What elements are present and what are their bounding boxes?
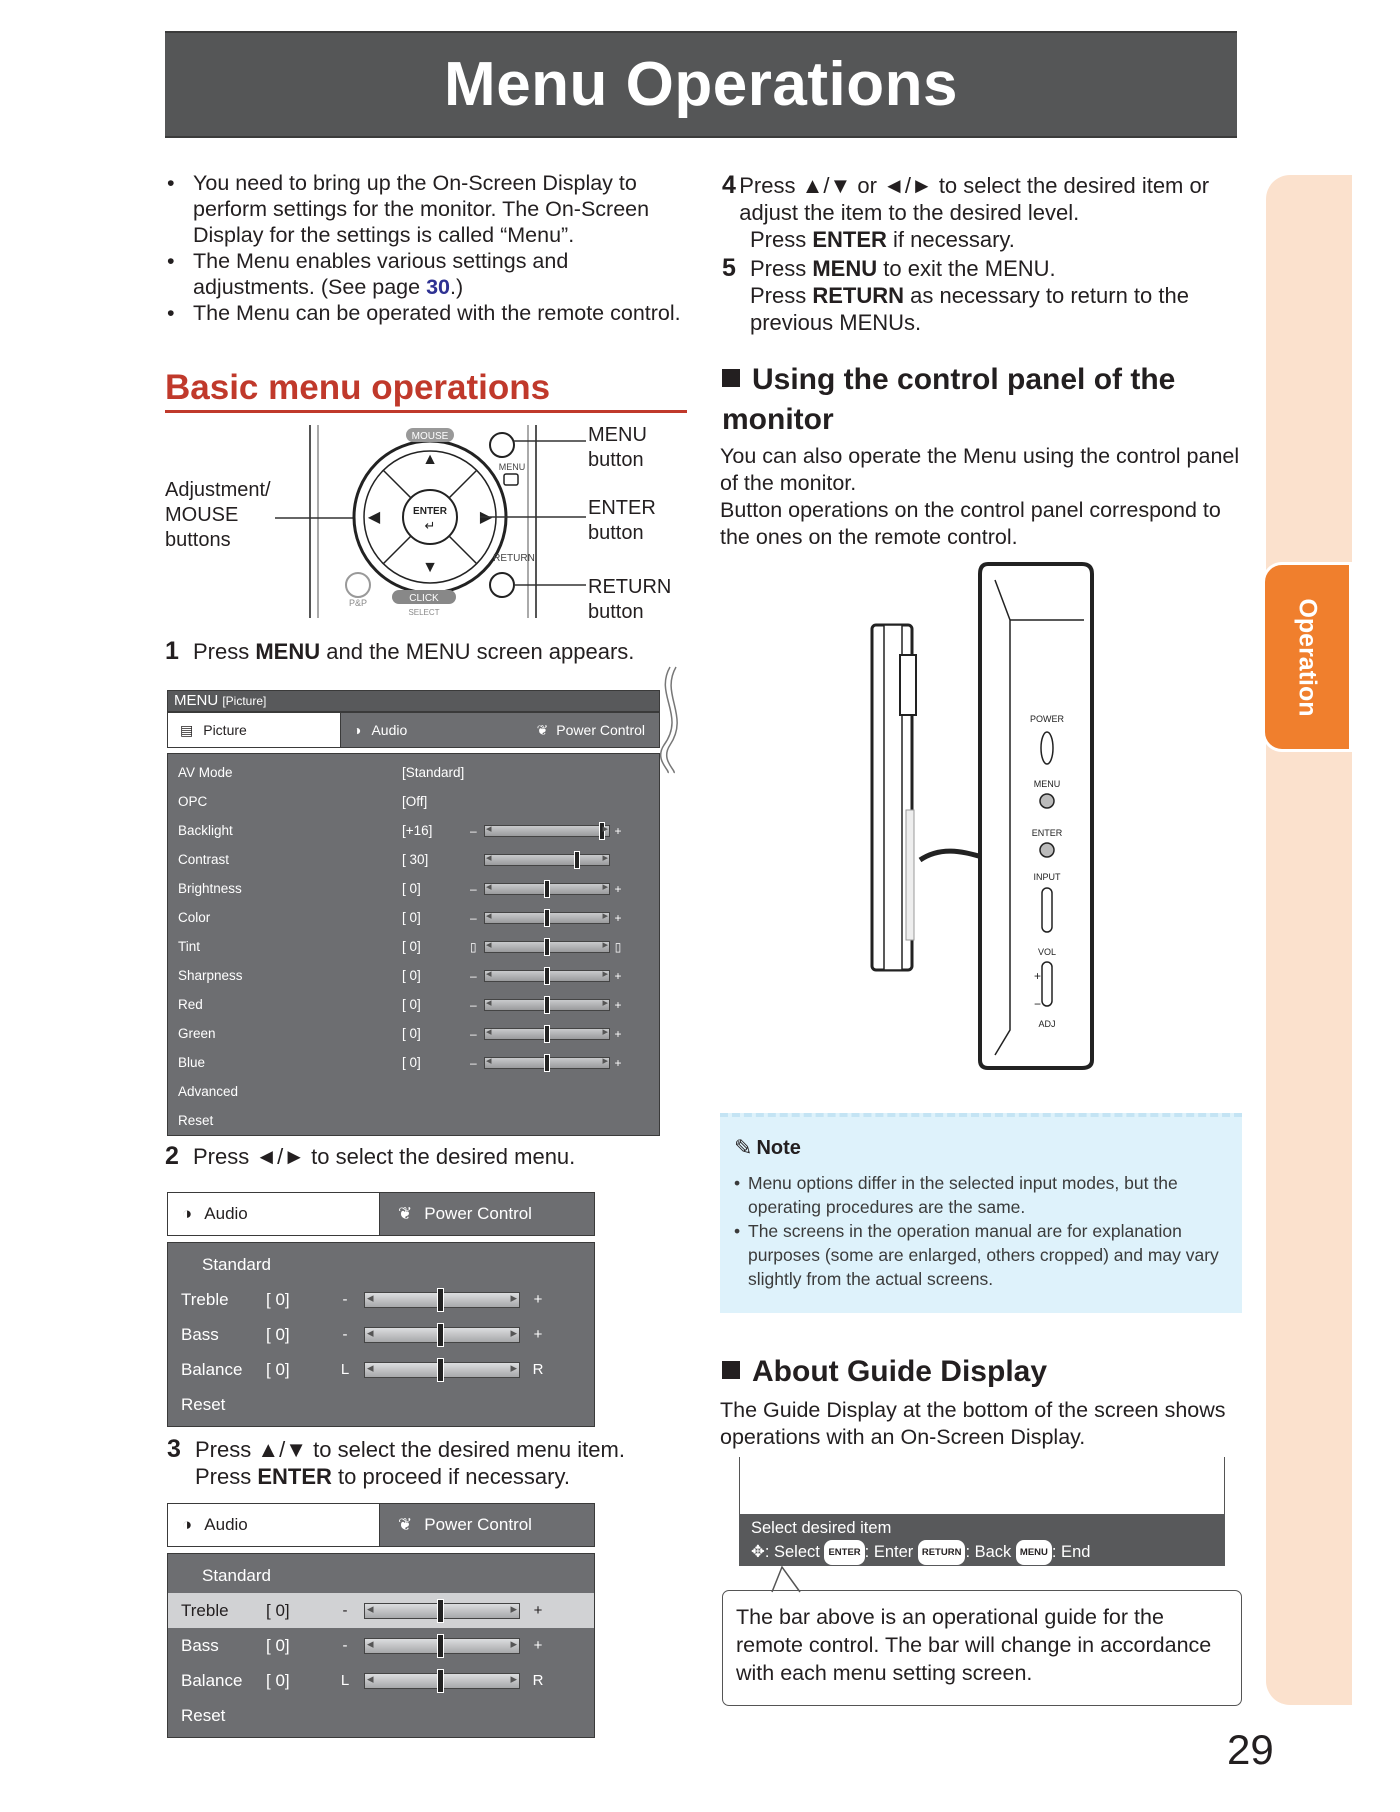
- power-label: POWER: [1029, 714, 1065, 724]
- menu-slider[interactable]: [484, 941, 610, 953]
- slider-max-label: +: [614, 1026, 622, 1041]
- menu-title: [167, 690, 660, 712]
- audio-row-value: [ 0]: [266, 1324, 290, 1344]
- audio-menu-screen: [167, 1192, 595, 1427]
- callout-pointer: [770, 1565, 810, 1593]
- guide-end: : End: [1051, 1543, 1091, 1561]
- audio-row[interactable]: [168, 1593, 594, 1628]
- menu-row-label: Color: [178, 910, 211, 925]
- guide-back: : Back: [965, 1543, 1012, 1561]
- audio-reset-label: Reset: [181, 1394, 226, 1414]
- slider-max-label: R: [532, 1361, 544, 1378]
- pp-button[interactable]: [346, 573, 370, 597]
- svg-text:−: −: [1034, 997, 1042, 1011]
- audio-row-value: [ 0]: [266, 1670, 290, 1690]
- menu-row-value: [+16]: [402, 823, 433, 838]
- page-title-bar: [165, 31, 1237, 138]
- slider-knob[interactable]: [599, 822, 605, 840]
- step-4: [722, 172, 1242, 253]
- step-1: [165, 638, 685, 665]
- menu-key-badge: MENU: [1016, 1540, 1052, 1565]
- audio-row-value: [ 0]: [266, 1289, 290, 1309]
- tab-label: Audio: [204, 1204, 248, 1223]
- slider-min-label: –: [470, 910, 477, 925]
- menu-row-label: Green: [178, 1026, 216, 1041]
- slider-knob[interactable]: [437, 1323, 444, 1347]
- picture-icon: ▤: [180, 721, 194, 738]
- menu-row-label: Reset: [178, 1113, 214, 1128]
- audio-row-label: Treble: [181, 1289, 229, 1309]
- step-text: if necessary.: [886, 227, 1015, 252]
- intro-bullet: • You need to bring up the On-Screen Display to perform settings for the monitor. The On-Screen Display for the settings is called “Menu”.: [165, 170, 685, 248]
- menu-row-label: Brightness: [178, 881, 242, 896]
- side-tab-strip: [1266, 175, 1352, 1705]
- left-arrow-icon[interactable]: ◀: [367, 509, 381, 526]
- slider-knob[interactable]: [574, 851, 580, 869]
- menu-tabs: [167, 712, 660, 748]
- slider-min-label: –: [470, 997, 477, 1012]
- guide-callout: The bar above is an operational guide for the remote control. The bar will change in accordance with each menu setting screen.: [722, 1590, 1242, 1706]
- power-icon: ❦: [536, 721, 549, 738]
- slider-min-label: –: [470, 823, 477, 838]
- menu-row-label: Blue: [178, 1055, 206, 1070]
- slider-max-label: +: [614, 823, 622, 838]
- adjustment-mouse-label: Adjustment/ MOUSE buttons: [165, 479, 271, 551]
- menu-row-value: [ 0]: [402, 1026, 421, 1041]
- step-keyword: MENU: [812, 256, 878, 281]
- slider-min-label: –: [470, 968, 477, 983]
- tab-label: Picture: [203, 722, 247, 738]
- section-heading-control-panel: [722, 360, 1242, 440]
- menu-slider[interactable]: [484, 970, 610, 982]
- menu-slider[interactable]: [484, 825, 610, 837]
- slider-min-label: –: [470, 1026, 477, 1041]
- slider-min-label: -: [342, 1291, 348, 1308]
- square-bullet-icon: [722, 369, 740, 387]
- step-text: to exit the MENU.: [877, 256, 1056, 281]
- vol-panel-label: VOL: [1037, 947, 1057, 957]
- step-text: Press: [750, 283, 813, 308]
- slider-min-label: -: [342, 1637, 348, 1654]
- menu-row-value: [Standard]: [402, 765, 465, 780]
- note-title: Note: [756, 1136, 801, 1159]
- audio-slider[interactable]: [364, 1638, 520, 1654]
- slider-min-label: -: [342, 1326, 348, 1343]
- tab-audio-power[interactable]: [341, 713, 659, 747]
- step-text: Press: [193, 639, 256, 664]
- menu-row[interactable]: [168, 787, 659, 816]
- slider-max-label: +: [614, 968, 622, 983]
- step-3: [167, 1436, 687, 1490]
- slider-max-label: +: [614, 881, 622, 896]
- slider-min-label: ▯: [470, 939, 477, 954]
- step-text: to proceed if necessary.: [331, 1464, 570, 1489]
- slider-max-label: +: [614, 1055, 622, 1070]
- click-label: CLICK: [409, 593, 439, 604]
- input-rocker[interactable]: [1042, 888, 1052, 932]
- menu-row-value: [Off]: [402, 794, 428, 809]
- svg-text:+: +: [1034, 969, 1042, 983]
- audio-mode-label: Standard: [202, 1254, 271, 1274]
- note-header: [734, 1135, 1228, 1161]
- mouse-label: MOUSE: [411, 431, 449, 442]
- guide-bar-keys: [751, 1540, 1213, 1565]
- audio-menu-tabs: [167, 1192, 595, 1236]
- step-text: Press: [750, 227, 813, 252]
- menu-slider[interactable]: [484, 1028, 610, 1040]
- step-keyword: ENTER: [812, 227, 887, 252]
- slider-knob[interactable]: [437, 1634, 444, 1658]
- tab-power-control[interactable]: [380, 1193, 594, 1235]
- guide-enter: : Enter: [864, 1543, 914, 1561]
- enter-center-label: ENTER: [413, 506, 447, 517]
- slider-min-label: –: [470, 881, 477, 896]
- slider-min-label: -: [342, 1602, 348, 1619]
- audio-slider[interactable]: [364, 1292, 520, 1308]
- menu-row-value: [ 0]: [402, 968, 421, 983]
- return-key-badge: RETURN: [918, 1540, 966, 1565]
- menu-row[interactable]: [168, 990, 659, 1019]
- intro-bullets: [165, 170, 685, 326]
- intro-bullet: • The Menu can be operated with the remote control.: [165, 300, 685, 326]
- menu-row-label: Tint: [178, 939, 201, 954]
- adj-panel-label: ADJ: [1038, 1019, 1056, 1029]
- audio-row-value: [ 0]: [266, 1635, 290, 1655]
- menu-row-value: [ 0]: [402, 881, 421, 896]
- menu-slider[interactable]: [484, 883, 610, 895]
- menu-row-label: Sharpness: [178, 968, 243, 983]
- page-number: 29: [1227, 1726, 1274, 1773]
- menu-row-value: [ 0]: [402, 1055, 421, 1070]
- section-heading-guide: [722, 1352, 1242, 1392]
- audio-icon: ◑: [182, 1204, 193, 1223]
- slider-knob[interactable]: [544, 996, 550, 1014]
- enter-button-label: ENTER button: [588, 497, 656, 544]
- intro-bullet-text: The Menu enables various settings and adjustments. (See page: [193, 249, 569, 299]
- tab-audio[interactable]: [168, 1193, 380, 1235]
- menu-body: [167, 753, 660, 1136]
- audio-icon: ◑: [182, 1515, 193, 1534]
- control-panel-paragraph: You can also operate the Menu using the control panel of the monitor. Button operations on the control panel correspond to the ones on the remote control.: [720, 444, 1240, 549]
- menu-row-value: [ 0]: [402, 997, 421, 1012]
- page-title: Menu Operations: [444, 50, 958, 119]
- slider-max-label: +: [533, 1602, 543, 1619]
- menu-panel-button[interactable]: [1040, 794, 1054, 808]
- slider-knob[interactable]: [437, 1669, 444, 1693]
- crop-edge-decoration: [650, 665, 690, 775]
- step-text: Press ◄/► to select the desired menu.: [193, 1144, 576, 1169]
- audio-row-value: [ 0]: [266, 1359, 290, 1379]
- section-heading-basic: Basic menu operations: [165, 368, 687, 413]
- remote-control-illustration: [270, 420, 590, 620]
- step-number: 1: [165, 637, 179, 665]
- audio-row-value: [ 0]: [266, 1600, 290, 1620]
- down-arrow-icon[interactable]: ▼: [422, 559, 438, 576]
- menu-row[interactable]: [168, 1106, 659, 1135]
- audio-row-label: Bass: [181, 1635, 219, 1655]
- guide-display-bar: [739, 1514, 1225, 1566]
- slider-knob[interactable]: [544, 938, 550, 956]
- step-number: 4: [722, 171, 736, 199]
- tab-label: Power Control: [556, 721, 645, 738]
- step-keyword: ENTER: [257, 1464, 332, 1489]
- vol-rocker[interactable]: [1042, 962, 1052, 1006]
- slider-knob[interactable]: [437, 1288, 444, 1312]
- menu-row-value: [ 30]: [402, 852, 429, 867]
- slider-max-label: ▯: [614, 939, 622, 954]
- audio-menu-body: [167, 1242, 595, 1427]
- enter-key-badge: ENTER: [824, 1540, 864, 1565]
- audio-menu-screen-highlighted: [167, 1503, 595, 1738]
- slider-min-label: –: [470, 1055, 477, 1070]
- audio-row[interactable]: [168, 1282, 594, 1317]
- audio-row-label: Balance: [181, 1359, 243, 1379]
- menu-title-sub: [Picture]: [222, 694, 267, 708]
- menu-slider[interactable]: [484, 1057, 610, 1069]
- slider-knob[interactable]: [544, 967, 550, 985]
- enter-panel-label: ENTER: [1031, 828, 1063, 838]
- power-icon: ❦: [398, 1515, 413, 1534]
- audio-row-label: Balance: [181, 1670, 243, 1690]
- slider-min-label: L: [340, 1672, 350, 1689]
- power-button[interactable]: [1041, 732, 1053, 764]
- audio-reset-row[interactable]: [168, 1698, 594, 1733]
- tab-power-control[interactable]: [380, 1504, 594, 1546]
- audio-icon: ◑: [353, 722, 362, 738]
- page-link[interactable]: 30: [426, 275, 450, 299]
- step-2: [165, 1143, 685, 1170]
- power-icon: ❦: [398, 1204, 413, 1223]
- menu-button-label: MENU button: [588, 424, 647, 471]
- audio-row[interactable]: [168, 1352, 594, 1387]
- menu-slider[interactable]: [484, 912, 610, 924]
- slider-knob[interactable]: [437, 1599, 444, 1623]
- tab-power-control[interactable]: [537, 722, 645, 739]
- menu-row-value: [ 0]: [402, 939, 421, 954]
- note-item: • Menu options differ in the selected input modes, but the operating procedures are the same.: [734, 1171, 1228, 1219]
- menu-small-label: MENU: [498, 462, 526, 472]
- menu-row[interactable]: [168, 816, 659, 845]
- step-keyword: MENU: [255, 639, 321, 664]
- up-arrow-icon[interactable]: ▲: [422, 451, 438, 468]
- slider-min-label: L: [340, 1361, 350, 1378]
- menu-slider[interactable]: [484, 854, 610, 866]
- slider-max-label: +: [614, 997, 622, 1012]
- enter-arrow-icon: ↵: [424, 518, 436, 533]
- side-tab-label: Operation: [1293, 597, 1322, 717]
- note-item: • The screens in the operation manual are for explanation purposes (some are enlarged, others cropped) and may vary slightly from the actual screens.: [734, 1219, 1228, 1291]
- menu-panel-label: MENU: [1033, 779, 1061, 789]
- select-arrows-icon: ✥: [751, 1543, 765, 1561]
- menu-row-label: OPC: [178, 794, 208, 809]
- slider-max-label: R: [532, 1672, 544, 1689]
- audio-mode-row[interactable]: [168, 1558, 594, 1593]
- menu-row[interactable]: [168, 961, 659, 990]
- tab-picture[interactable]: [168, 713, 341, 747]
- return-button[interactable]: [490, 573, 514, 597]
- audio-slider[interactable]: [364, 1673, 520, 1689]
- step-number: 5: [722, 254, 736, 282]
- step-text: Press: [195, 1464, 258, 1489]
- slider-max-label: +: [614, 910, 622, 925]
- select-label: SELECT: [408, 608, 440, 617]
- menu-row[interactable]: [168, 932, 659, 961]
- menu-row-label: Advanced: [178, 1084, 239, 1099]
- picture-menu-screen: [167, 690, 660, 1136]
- step-5: [722, 255, 1242, 336]
- slider-knob[interactable]: [437, 1358, 444, 1382]
- input-panel-label: INPUT: [1033, 872, 1061, 882]
- audio-slider[interactable]: [364, 1327, 520, 1343]
- audio-row[interactable]: [168, 1317, 594, 1352]
- step-text: Press ▲/▼ or ◄/► to select the desired item or adjust the item to the desired level.: [739, 173, 1210, 225]
- guide-select: : Select: [764, 1543, 820, 1561]
- menu-row-label: Contrast: [178, 852, 230, 867]
- audio-menu-body: [167, 1553, 595, 1738]
- menu-row[interactable]: [168, 903, 659, 932]
- audio-menu-tabs: [167, 1503, 595, 1547]
- guide-bar-title: Select desired item: [751, 1519, 892, 1537]
- audio-slider[interactable]: [364, 1603, 520, 1619]
- audio-reset-row[interactable]: [168, 1387, 594, 1422]
- note-list: [734, 1171, 1228, 1291]
- slider-max-label: +: [533, 1326, 543, 1343]
- step-text: as necessary to return to the previous MENUs.: [750, 283, 1189, 335]
- slider-knob[interactable]: [544, 909, 550, 927]
- menu-row[interactable]: [168, 758, 659, 787]
- audio-row-label: Bass: [181, 1324, 219, 1344]
- step-keyword: RETURN: [812, 283, 905, 308]
- side-tab-operation[interactable]: [1262, 562, 1352, 752]
- audio-row[interactable]: [168, 1663, 594, 1698]
- tab-label: Audio: [371, 722, 408, 738]
- menu-row[interactable]: [168, 874, 659, 903]
- step-text: and the MENU screen appears.: [320, 639, 635, 664]
- menu-row-value: [ 0]: [402, 910, 421, 925]
- menu-button[interactable]: [490, 433, 514, 457]
- tab-audio[interactable]: [168, 1504, 380, 1546]
- intro-bullet: [165, 248, 685, 300]
- square-bullet-icon: [722, 1361, 740, 1379]
- menu-slider[interactable]: [484, 999, 610, 1011]
- return-button-label: RETURN button: [588, 576, 672, 623]
- slider-max-label: +: [533, 1637, 543, 1654]
- slider-knob[interactable]: [544, 880, 550, 898]
- slider-max-label: +: [533, 1291, 543, 1308]
- menu-row[interactable]: [168, 845, 659, 874]
- menu-row[interactable]: [168, 1048, 659, 1077]
- enter-panel-button[interactable]: [1040, 843, 1054, 857]
- step-number: 2: [165, 1142, 179, 1170]
- menu-row-label: AV Mode: [178, 765, 233, 780]
- pencil-icon: ✎: [734, 1135, 753, 1160]
- tab-label: Power Control: [424, 1515, 532, 1534]
- right-arrow-icon[interactable]: ▶: [479, 509, 493, 526]
- audio-slider[interactable]: [364, 1362, 520, 1378]
- step-text: Press ▲/▼ to select the desired menu item.: [195, 1437, 625, 1462]
- return-small-label: RETURN: [493, 553, 535, 564]
- menu-row-label: Backlight: [178, 823, 233, 838]
- step-text: Press: [750, 256, 813, 281]
- menu-row[interactable]: [168, 1077, 659, 1106]
- audio-mode-row[interactable]: [168, 1247, 594, 1282]
- heading-text: About Guide Display: [752, 1355, 1048, 1388]
- intro-bullet-text: .): [449, 275, 464, 299]
- audio-row-label: Treble: [181, 1600, 229, 1620]
- step-number: 3: [167, 1435, 181, 1463]
- audio-row[interactable]: [168, 1628, 594, 1663]
- audio-reset-label: Reset: [181, 1705, 226, 1725]
- tab-label: Audio: [204, 1515, 248, 1534]
- slider-knob[interactable]: [544, 1025, 550, 1043]
- tab-audio[interactable]: [353, 722, 407, 738]
- guide-paragraph: The Guide Display at the bottom of the screen shows operations with an On-Screen Display.: [720, 1398, 1226, 1449]
- note-box: [720, 1113, 1242, 1313]
- menu-row-label: Red: [178, 997, 203, 1012]
- pp-label: P&P: [348, 598, 368, 608]
- slider-knob[interactable]: [544, 1054, 550, 1072]
- tab-label: Power Control: [424, 1204, 532, 1223]
- heading-text: Using the control panel of the monitor: [722, 363, 1176, 436]
- menu-title-text: MENU: [174, 692, 219, 709]
- audio-mode-label: Standard: [202, 1565, 271, 1585]
- menu-row[interactable]: [168, 1019, 659, 1048]
- monitor-side-illustration: [860, 560, 1100, 1070]
